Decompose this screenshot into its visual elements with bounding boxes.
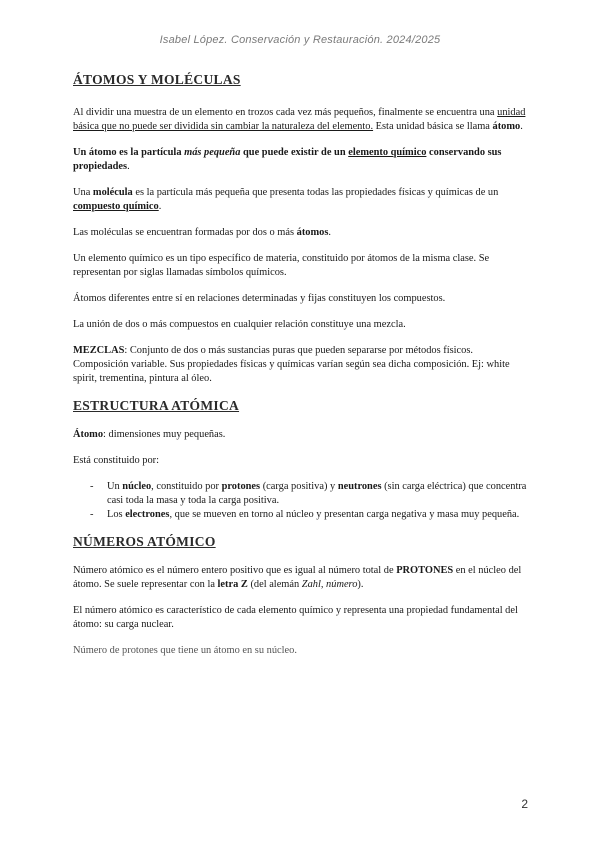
constituents-list — [73, 480, 529, 522]
paragraph: El número atómico es característico de cada elemento químico y representa una propiedad fundamental del átomo: su carga nuclear. — [73, 605, 518, 630]
paragraph: Está constituido por: — [73, 455, 160, 466]
paragraph: La unión de dos o más compuestos en cualquier relación constituye una mezcla. — [73, 319, 406, 330]
paragraph: Al dividir una muestra de un elemento en trozos cada vez más pequeños, finalmente se encuentra una unidad básica que no puede ser dividida sin cambiar la naturaleza del elemento. Esta unidad básica se llama átomo. — [73, 107, 526, 132]
document-body — [73, 72, 529, 658]
list-item: - Los electrones, que se mueven en torno al núcleo y presentan carga negativa y masa muy pequeña. — [90, 508, 529, 522]
page-header: Isabel López. Conservación y Restauración. 2024/2025 — [159, 34, 441, 46]
section-title-estructura: ESTRUCTURA ATÓMICA — [73, 398, 240, 413]
page-number: 2 — [521, 797, 528, 811]
paragraph: Un elemento químico es un tipo específico de materia, constituido por átomos de la misma clase. Se representan por siglas llamadas símbolos químicos. — [73, 253, 490, 278]
paragraph-numero-atomico: Número atómico es el número entero positivo que es igual al número total de PROTONES en el núcleo del átomo. Se suele representar con la letra Z (del alemán Zahl, número). — [73, 565, 522, 590]
list-item: - Un núcleo, constituido por protones (carga positiva) y neutrones (sin carga eléctrica) que concentra casi toda la masa y toda la carga positiva. — [90, 480, 529, 508]
section-title-numeros: NÚMEROS ATÓMICO — [73, 534, 216, 549]
paragraph-mezclas: MEZCLAS: Conjunto de dos o más sustancias puras que pueden separarse por métodos físicos. Composición variable. Sus propiedades físicas y químicas varían según sea dicha composición. Ej: white spirit, trementina, pintura al óleo. — [73, 345, 510, 384]
section-title-atomos: ÁTOMOS Y MOLÉCULAS — [73, 72, 241, 87]
paragraph: Número de protones que tiene un átomo en su núcleo. — [73, 645, 297, 656]
paragraph-atom-definition: Un átomo es la partícula más pequeña que puede existir de un elemento químico conservando sus propiedades. — [73, 147, 502, 172]
paragraph-atomo: Átomo: dimensiones muy pequeñas. — [73, 429, 226, 440]
paragraph: Las moléculas se encuentran formadas por dos o más átomos. — [73, 227, 331, 238]
paragraph-molecule-definition: Una molécula es la partícula más pequeña que presenta todas las propiedades físicas y químicas de un compuesto químico. — [73, 187, 499, 212]
paragraph: Átomos diferentes entre sí en relaciones determinadas y fijas constituyen los compuestos. — [73, 293, 446, 304]
